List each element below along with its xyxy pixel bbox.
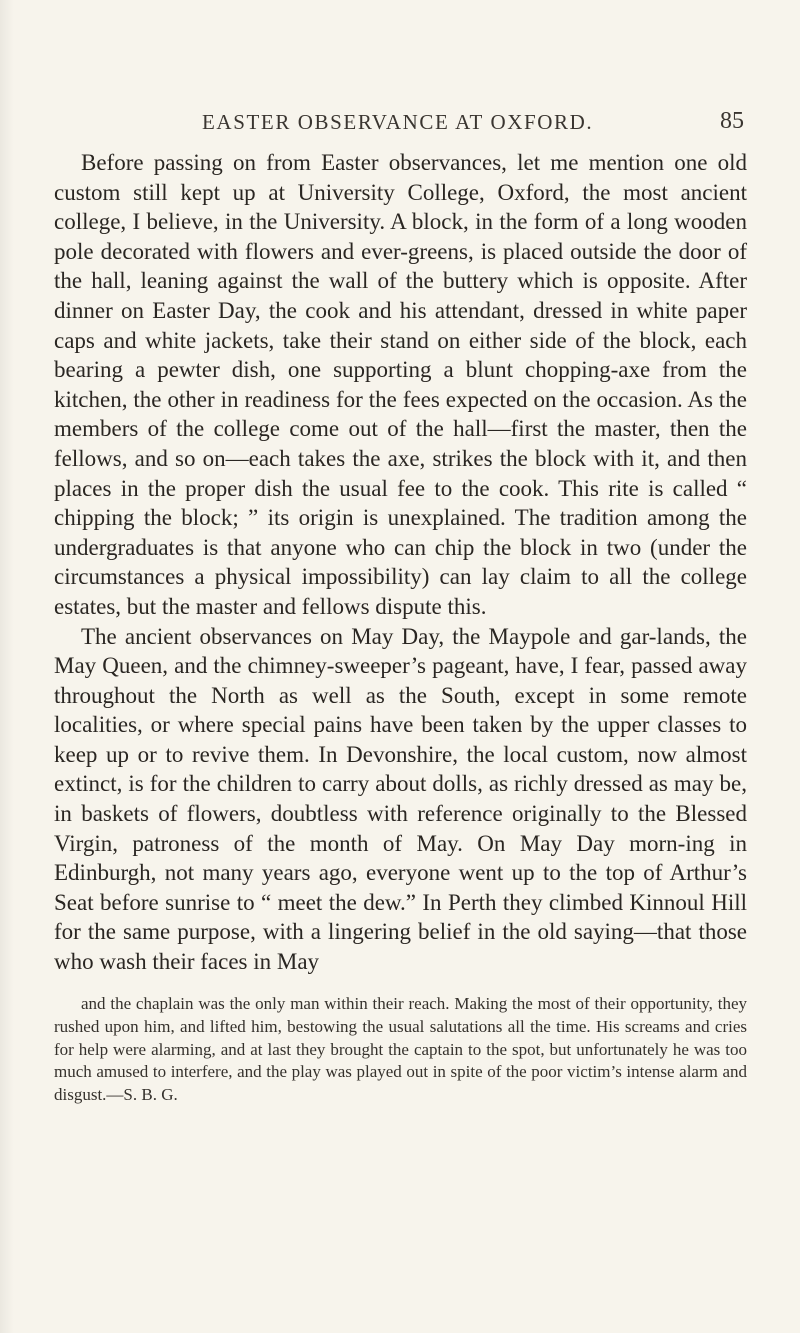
running-head [54,110,754,140]
footnote [54,993,747,1107]
main-text [54,148,747,977]
page-number: 85 [720,108,744,134]
paragraph: The ancient observances on May Day, the Maypole and gar-lands, the May Queen, and the chimney-sweeper’s pageant, have, I fear, passed away throughout the North as well as the South, except in some remote localities, or where special pains have been taken by the upper classes to keep up or to revive them. In Devonshire, the local custom, now almost extinct, is for the children to carry about dolls, as richly dressed as may be, in baskets of flowers, doubtless with reference originally to the Blessed Virgin, patroness of the month of May. On May Day morn-ing in Edinburgh, not many years ago, everyone went up to the top of Arthur’s Seat before sunrise to “ meet the dew.” In Perth they climbed Kinnoul Hill for the same purpose, with a lingering belief in the old saying—that those who wash their faces in May [54,623,747,975]
page-gutter-shadow [0,0,14,1333]
footnote-text: and the chaplain was the only man within their reach. Making the most of their opportunity, they rushed upon him, and lifted him, bestowing the usual salutations all the time. His screams and cries for help were alarming, and at last they brought the captain to the spot, but unfortunately he was too much amused to interfere, and the play was played out in spite of the poor victim’s intense alarm and disgust.—S. B. G. [54,994,747,1105]
running-title: EASTER OBSERVANCE AT OXFORD. [202,110,594,134]
paragraph: Before passing on from Easter observances, let me mention one old custom still kept up at University College, Oxford, the most ancient college, I believe, in the University. A block, in the form of a long wooden pole decorated with flowers and ever-greens, is placed outside the door of the hall, leaning against the wall of the buttery which is opposite. After dinner on Easter Day, the cook and his attendant, dressed in white paper caps and white jackets, take their stand on either side of the block, each bearing a pewter dish, one supporting a blunt chopping-axe from the kitchen, the other in readiness for the fees expected on the occasion. As the members of the college come out of the hall—first the master, then the fellows, and so on—each takes the axe, strikes the block with it, and then places in the proper dish the usual fee to the cook. This rite is called “ chipping the block; ” its origin is unexplained. The tradition among the undergraduates is that anyone who can chip the block in two (under the circumstances a physical impossibility) can lay claim to all the college estates, but the master and fellows dispute this. [54,150,747,619]
